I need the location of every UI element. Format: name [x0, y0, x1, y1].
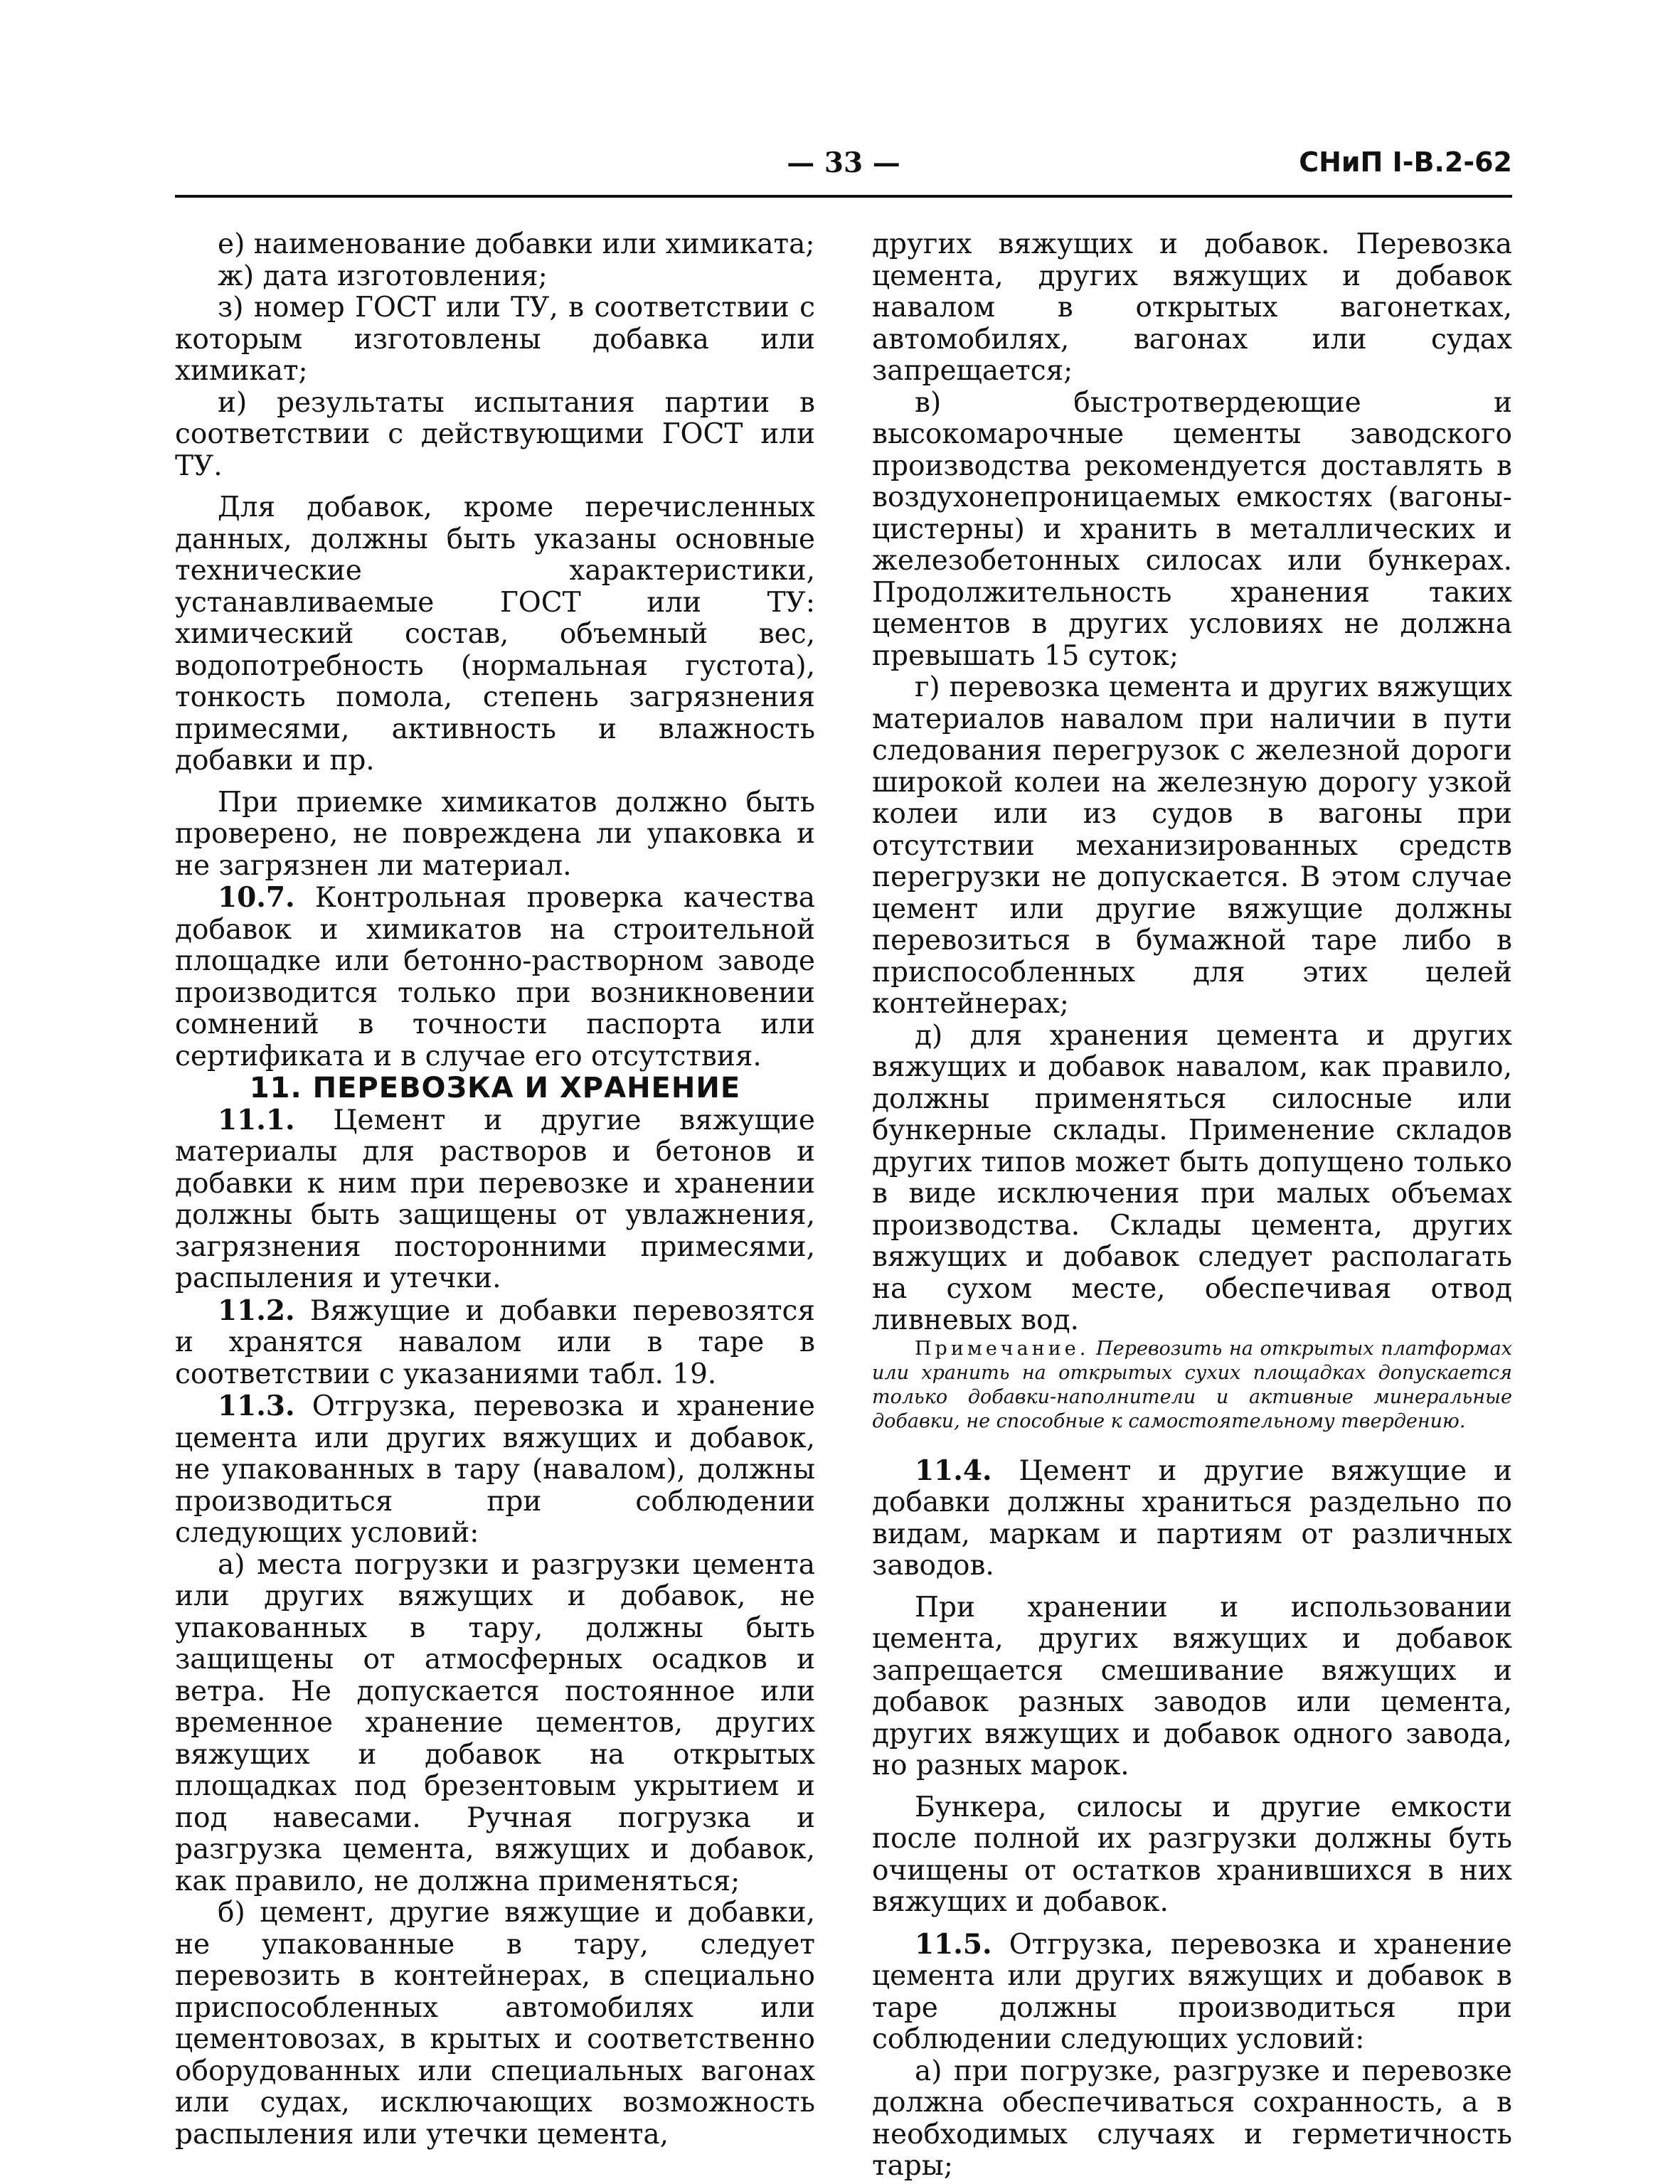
paragraph-11-5	[872, 1929, 1512, 2056]
document-code: СНиП I-В.2-62	[1299, 147, 1512, 178]
clause-text: Отгрузка, перевозка и хранение цемента или других вяжущих и добавок в таре должны производиться при соблюдении следующих условий:	[872, 1928, 1512, 2055]
paragraph: Бункера, силосы и другие емкости после полной их разгрузки должны буть очищены от остатков хранившихся в них вяжущих и добавок.	[872, 1791, 1512, 1918]
clause-text: Цемент и другие вяжущие материалы для растворов и бетонов и добавки к ним при перевозке и хранении должны быть защищены от увлажнения, загрязнения посторонними примесями, распыления и утечки.	[175, 1104, 815, 1294]
clause-number: 10.7.	[218, 881, 295, 914]
header-rule	[175, 195, 1512, 198]
clause-text: Контрольная проверка качества добавок и химикатов на строительной площадке или бетонно-растворном заводе производится только при возникновении сомнений в точности паспорта или сертификата и в случае его отсутствия.	[175, 882, 815, 1072]
paragraph: и) результаты испытания партии в соответствии с действующими ГОСТ или ТУ.	[175, 386, 815, 482]
paragraph-11-1	[175, 1104, 815, 1295]
paragraph: При хранении и использовании цемента, других вяжущих и добавок запрещается смешивание вяжущих и добавок разных заводов или цемента, других вяжущих и добавок одного завода, но разных марок.	[872, 1591, 1512, 1781]
paragraph: Для добавок, кроме перечисленных данных, должны быть указаны основные технические характеристики, устанавливаемые ГОСТ или ТУ: химический состав, объемный вес, водопотребность (нормальная густота), тонкость помола, степень загрязнения примесями, активность и влажность добавки и пр.	[175, 491, 815, 777]
note-text: Перевозить на открытых платформах или хранить на открытых сухих площадках допускается только добавки-наполнители и активные минеральные добавки, не способные к самостоятельному твердению.	[872, 1337, 1512, 1432]
paragraph-10-7	[175, 882, 815, 1072]
paragraph: При приемке химикатов должно быть проверено, не повреждена ли упаковка и не загрязнен ли материал.	[175, 786, 815, 882]
clause-text: Вяжущие и добавки перевозятся и хранятся навалом или в таре в соответствии с указаниями табл. 19.	[175, 1294, 815, 1390]
paragraph: в) быстротвердеющие и высокомарочные цементы заводского производства рекомендуется доставлять в воздухонепроницаемых емкостях (вагоны-цистерны) и хранить в металлических и железобетонных силосах или бункерах. Продолжительность хранения таких цементов в других условиях не должна превышать 15 суток;	[872, 386, 1512, 672]
paragraph-11-2	[175, 1295, 815, 1391]
paragraph: б) цемент, другие вяжущие и добавки, не упакованные в тару, следует перевозить в контейнерах, в специально приспособленных автомобилях или цементовозах, в крытых и соответственно оборудованных или специальных вагонах или судах, исключающих возможность распыления или утечки цемента,	[175, 1897, 815, 2151]
paragraph-11-3	[175, 1390, 815, 1550]
clause-number: 11.1.	[218, 1103, 295, 1136]
paragraph: д) для хранения цемента и других вяжущих и добавок навалом, как правило, должны применяться силосные или бункерные склады. Применение складов других типов может быть допущено только в виде исключения при малых объемах производства. Склады цемента, других вяжущих и добавок следует располагать на сухом месте, обеспечивая отвод ливневых вод.	[872, 1019, 1512, 1336]
clause-number: 11.2.	[218, 1294, 295, 1327]
paragraph: е) наименование добавки или химиката;	[218, 228, 815, 260]
right-column	[872, 229, 1512, 2183]
paragraph: ж) дата изготовления;	[218, 260, 548, 292]
note	[872, 1337, 1512, 1434]
left-column	[175, 229, 815, 2151]
section-title: 11. ПЕРЕВОЗКА И ХРАНЕНИЕ	[249, 1072, 741, 1104]
clause-text: Отгрузка, перевозка и хранение цемента или других вяжущих и добавок, не упакованных в тару (навалом), должны производиться при соблюдении следующих условий:	[175, 1390, 815, 1549]
page-number: — 33 —	[787, 147, 900, 179]
clause-number: 11.5.	[915, 1927, 992, 1961]
note-label: Примечание.	[915, 1337, 1090, 1360]
paragraph: г) перевозка цемента и других вяжущих материалов навалом при наличии в пути следования перегрузок с железной дороги широкой колеи на железную дорогу узкой колеи или из судов в вагоны при отсутствии механизированных средств перегрузки не допускается. В этом случае цемент или другие вяжущие должны перевозиться в бумажной таре либо в приспособленных для этих целей контейнерах;	[872, 671, 1512, 1020]
paragraph: а) места погрузки и разгрузки цемента или других вяжущих и добавок, не упакованных в тару, должны быть защищены от атмосферных осадков и ветра. Не допускается постоянное или временное хранение цементов, других вяжущих и добавок на открытых площадках под брезентовым укрытием и под навесами. Ручная погрузка и разгрузка цемента, вяжущих и добавок, как правило, не должна применяться;	[175, 1548, 815, 1897]
paragraph: других вяжущих и добавок. Перевозка цемента, других вяжущих и добавок навалом в открытых вагонетках, автомобилях, вагонах или судах запрещается;	[872, 228, 1512, 387]
clause-text: Цемент и другие вяжущие и добавки должны храниться раздельно по видам, маркам и партиям от различных заводов.	[872, 1454, 1512, 1582]
paragraph-11-4	[872, 1455, 1512, 1582]
paragraph: з) номер ГОСТ или ТУ, в соответствии с которым изготовлены добавка или химикат;	[175, 292, 815, 387]
paragraph: а) при погрузке, разгрузке и перевозке должна обеспечиваться сохранность, а в необходимых случаях и герметичность тары;	[872, 2055, 1512, 2182]
clause-number: 11.3.	[218, 1390, 295, 1422]
page-header	[175, 147, 1512, 195]
clause-number: 11.4.	[915, 1454, 992, 1487]
